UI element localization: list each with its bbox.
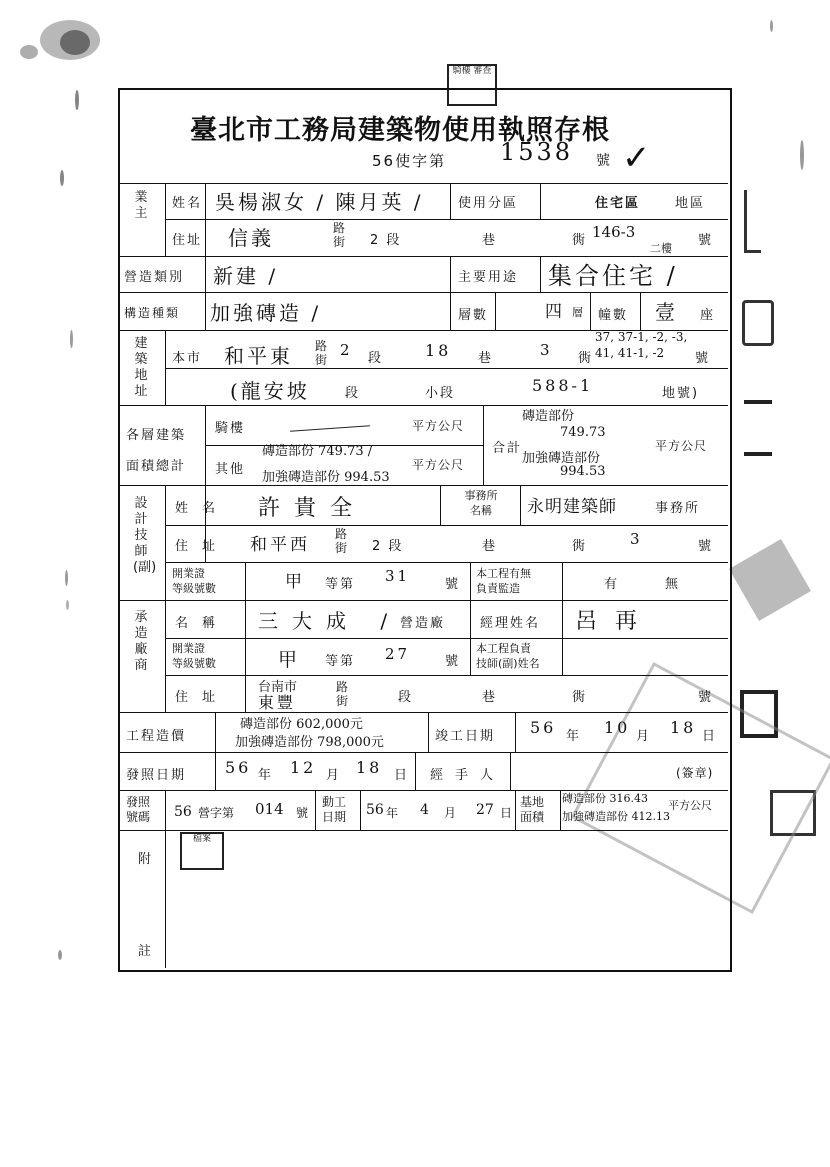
issue-month-label: 月 <box>326 768 342 783</box>
designer-address-number: 3 <box>630 530 643 548</box>
total-line3: 加強磚造部份 <box>522 451 601 466</box>
buildings-label: 幢數 <box>598 308 629 323</box>
structure-value: 加強磚造 / <box>210 301 322 325</box>
contractor-section-label: 段 <box>398 690 414 705</box>
contractor-address-street: 東豐 <box>258 693 297 712</box>
engineer-label-1: 本工程負責 <box>476 642 531 655</box>
page-title: 臺北市工務局建築物使用執照存根 <box>190 115 610 146</box>
buildings-value: 壹 <box>655 300 678 324</box>
completion-month: 10 <box>604 718 631 737</box>
owner-address-number: 146-3 <box>592 223 636 241</box>
remarks-label-bottom: 註 <box>138 944 154 959</box>
contractor-alley-label: 衖 <box>572 690 588 705</box>
completion-year: 56 <box>530 718 557 737</box>
office-label-2: 名稱 <box>470 504 492 517</box>
contractor-license-label-2: 等級號數 <box>172 657 216 670</box>
owner-address-street: 信義 <box>228 226 274 250</box>
site-group-label <box>133 336 149 400</box>
total-unit: 平方公尺 <box>655 439 708 453</box>
designer-number-label: 號 <box>698 539 714 554</box>
sub-section-label: 小段 <box>425 386 456 401</box>
site-lane: 18 <box>425 341 452 360</box>
permit-label-2: 號碼 <box>126 810 151 824</box>
contractor-name-value: 三大成 / <box>258 609 402 633</box>
site-lane-label: 巷 <box>478 351 494 366</box>
floors-label: 層數 <box>458 308 489 323</box>
owner-address-floor: 二樓 <box>650 242 672 255</box>
issue-year: 56 <box>225 758 252 777</box>
designer-license-grade: 甲 <box>285 572 305 592</box>
buildings-suffix: 座 <box>700 308 716 323</box>
contractor-name-suffix: 營造廠 <box>400 616 446 631</box>
designer-license-number: 31 <box>385 567 411 585</box>
designer-name-label: 姓名 <box>175 501 230 516</box>
start-label-1: 動工 <box>322 795 347 809</box>
designer-address-street: 和平西 <box>250 535 310 555</box>
completion-month-label: 月 <box>636 729 652 744</box>
total-label: 合計 <box>492 441 523 456</box>
contractor-number-label: 號 <box>698 690 714 705</box>
start-day-label: 日 <box>500 806 515 820</box>
site-numbers-line1: 37, 37-1, -2, -3, <box>595 330 688 344</box>
start-month-label: 月 <box>444 806 459 820</box>
owner-name-label: 姓名 <box>172 196 203 211</box>
arcade-label: 騎樓 <box>215 421 246 436</box>
permit-number-label: 號 <box>296 806 311 820</box>
other-line1: 磚造部份 749.73 / <box>262 444 373 459</box>
total-line1: 磚造部份 <box>522 409 575 424</box>
other-label: 其他 <box>215 462 246 477</box>
contractor-group-text: 承造廠商 <box>134 610 148 673</box>
site-alley: 3 <box>540 341 553 359</box>
handler-label: 經手人 <box>430 768 506 783</box>
site-street-label: 街 <box>315 353 328 367</box>
site-group-text: 建築地址 <box>134 336 148 399</box>
top-stamp-text: 騎樓 審查 <box>452 66 492 76</box>
permit-prefix: 56 <box>174 804 192 820</box>
designer-street-label: 街 <box>335 541 348 555</box>
site-area-label-2: 面積 <box>520 810 545 824</box>
contractor-group-label <box>133 610 149 710</box>
designer-license-grade-label: 等第 <box>325 577 356 592</box>
area-group-label-2: 面積總計 <box>126 459 187 474</box>
contractor-road-label: 路 <box>336 680 349 694</box>
use-zone-value: 住宅區 <box>595 196 641 211</box>
designer-license-label-2: 等級號數 <box>172 582 216 595</box>
owner-name-value: 吳楊淑女 / 陳月英 / <box>215 190 424 214</box>
designer-group-label <box>133 496 157 596</box>
manager-value: 呂再 <box>575 609 656 634</box>
lot-label: 地號) <box>662 386 700 401</box>
supervise-yes[interactable]: 有 <box>604 577 620 592</box>
lot-value: 588-1 <box>532 376 594 395</box>
designer-license-label-1: 開業證 <box>172 567 205 580</box>
use-zone-suffix: 地區 <box>675 196 706 211</box>
permit-number: 014 <box>255 800 284 818</box>
designer-alley-label: 衖 <box>572 539 588 554</box>
site-road-name: 和平東 <box>224 344 293 368</box>
start-month: 4 <box>420 802 429 818</box>
start-day: 27 <box>476 802 494 818</box>
contractor-license-label-1: 開業證 <box>172 642 205 655</box>
engineer-label-2: 技師(副)姓名 <box>476 657 540 670</box>
cost-line2: 加強磚造部份 798,000元 <box>235 735 384 750</box>
contractor-lane-label: 巷 <box>482 690 498 705</box>
check-mark: ✓ <box>622 138 654 178</box>
site-city-label: 本市 <box>172 351 203 366</box>
completion-label: 竣工日期 <box>435 729 496 744</box>
manager-label: 經理姓名 <box>480 616 541 631</box>
serial-prefix: 56使字第 <box>372 152 447 170</box>
site-area-unit: 平方公尺 <box>668 799 712 812</box>
structure-label: 構造種類 <box>124 306 181 320</box>
floors-value: 四 <box>545 302 565 322</box>
permit-middle: 營字第 <box>198 806 235 820</box>
land-section-value: (龍安坡 <box>230 379 310 403</box>
construction-type-label: 營造類別 <box>124 270 185 285</box>
site-numbers-line2: 41, 41-1, -2 <box>595 346 665 360</box>
owner-section-text: 2 段 <box>370 233 402 248</box>
start-year-label: 年 <box>386 806 401 820</box>
office-label-1: 事務所 <box>464 489 498 502</box>
use-zone-label: 使用分區 <box>458 196 519 211</box>
remarks-stamp <box>180 832 224 870</box>
contractor-license-grade-label: 等第 <box>325 654 356 669</box>
contractor-name-label: 名稱 <box>175 616 230 631</box>
site-area-line1: 磚造部份 316.43 <box>562 792 648 805</box>
cost-label: 工程造價 <box>126 729 187 744</box>
permit-label-1: 發照 <box>126 795 151 809</box>
contractor-license-number-label: 號 <box>445 654 461 669</box>
contractor-address-label: 住址 <box>175 690 230 705</box>
start-label-2: 日期 <box>322 810 347 824</box>
issue-year-label: 年 <box>258 768 274 783</box>
supervise-label-1: 本工程有無 <box>476 567 531 580</box>
issue-day-label: 日 <box>394 768 410 783</box>
serial-number: 1538 <box>500 138 574 166</box>
site-alley-label: 衖 <box>578 351 594 366</box>
land-section-label: 段 <box>345 386 361 401</box>
contractor-address-city: 台南市 <box>258 680 298 695</box>
area-group-label-1: 各層建築 <box>126 428 187 443</box>
contractor-street-label: 街 <box>336 694 349 708</box>
owner-group-text: 業主 <box>134 190 148 221</box>
owner-road-label: 路 <box>333 221 346 235</box>
owner-group-label <box>133 190 149 250</box>
completion-year-label: 年 <box>566 729 582 744</box>
issue-day: 18 <box>356 758 383 777</box>
serial-suffix: 號 <box>596 153 610 169</box>
site-area-line2: 加強磚造部份 412.13 <box>562 810 670 823</box>
contractor-license-grade: 甲 <box>278 649 301 671</box>
designer-lane-label: 巷 <box>482 539 498 554</box>
issue-month: 12 <box>290 758 317 777</box>
office-value: 永明建築師 <box>527 497 617 517</box>
supervise-no[interactable]: 無 <box>665 577 681 592</box>
completion-day-label: 日 <box>702 729 718 744</box>
owner-street-label: 街 <box>333 235 346 249</box>
main-use-value: 集合住宅 / <box>548 262 678 290</box>
remarks-label-top: 附 <box>138 852 154 867</box>
issue-label: 發照日期 <box>126 768 187 783</box>
construction-type-value: 新建 / <box>213 264 279 288</box>
designer-name-value: 許貴全 <box>258 496 367 521</box>
cost-line1: 磚造部份 602,000元 <box>240 717 363 732</box>
site-area-label-1: 基地 <box>520 795 545 809</box>
designer-address-label: 住址 <box>175 539 230 554</box>
other-unit: 平方公尺 <box>412 458 465 472</box>
total-line4: 994.53 <box>560 464 606 479</box>
site-section: 2 <box>340 341 353 359</box>
owner-number-label: 號 <box>698 233 714 248</box>
start-year: 56 <box>366 802 384 818</box>
office-suffix: 事務所 <box>655 501 701 516</box>
site-number-label: 號 <box>695 351 711 366</box>
designer-section-text: 2 段 <box>372 539 404 554</box>
designer-license-number-label: 號 <box>445 577 461 592</box>
supervise-label-2: 負責監造 <box>476 582 520 595</box>
main-use-label: 主要用途 <box>458 270 519 285</box>
designer-road-label: 路 <box>335 527 348 541</box>
owner-alley-label: 衖 <box>572 233 588 248</box>
site-section-label: 段 <box>368 351 384 366</box>
remarks-stamp-text: 檔案 <box>192 834 211 844</box>
other-line2: 加強磚造部份 994.53 <box>262 470 390 485</box>
contractor-license-number: 27 <box>385 645 411 663</box>
floors-suffix: 層 <box>572 306 585 319</box>
total-line2: 749.73 <box>560 425 606 440</box>
sign-label: (簽章) <box>676 766 714 780</box>
designer-group-text: 設計技師(副) <box>133 496 157 575</box>
completion-day: 18 <box>670 718 697 737</box>
owner-address-label: 住址 <box>172 233 203 248</box>
owner-lane-label: 巷 <box>482 233 498 248</box>
site-road-label: 路 <box>315 339 328 353</box>
arcade-unit: 平方公尺 <box>412 419 465 433</box>
